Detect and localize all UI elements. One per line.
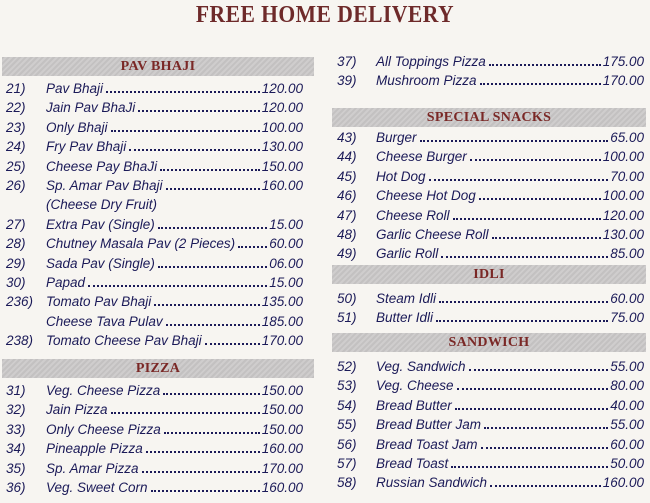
item-price: 175.00 xyxy=(602,54,644,69)
dot-leader xyxy=(166,324,260,326)
item-price: 120.00 xyxy=(261,81,303,96)
item-name: Extra Pav (Single) xyxy=(46,216,155,232)
item-name: Only Bhaji xyxy=(46,119,108,135)
item-name: Butter Idli xyxy=(376,310,434,326)
item-price: 130.00 xyxy=(261,139,303,155)
dot-leader xyxy=(205,343,260,345)
dot-leader xyxy=(88,285,267,287)
item-name: Jain Pav BhaJi xyxy=(46,100,136,116)
item-name: Pineapple Pizza xyxy=(46,441,143,457)
dot-leader xyxy=(111,412,260,414)
item-name: Cheese Burger xyxy=(376,149,467,165)
page-title: FREE HOME DELIVERY xyxy=(195,2,455,28)
item-price: 15.00 xyxy=(269,275,303,290)
menu-item xyxy=(0,254,316,273)
item-name: Tomato Cheese Pav Bhaji xyxy=(46,333,202,349)
dot-leader xyxy=(429,179,609,181)
item-number: 30) xyxy=(6,275,26,290)
item-price: 130.00 xyxy=(602,227,644,242)
menu-item xyxy=(0,215,316,234)
dot-leader xyxy=(469,369,609,371)
menu-item xyxy=(330,376,650,395)
menu-item xyxy=(330,52,650,71)
item-name: Sp. Amar Pizza xyxy=(46,460,139,476)
dot-leader xyxy=(457,388,609,390)
item-number: 54) xyxy=(337,397,357,413)
item-name: Bread Toast xyxy=(376,456,449,471)
menu-item xyxy=(0,234,316,253)
menu-item xyxy=(0,331,316,350)
dot-leader xyxy=(163,393,259,395)
item-number: 56) xyxy=(337,436,357,452)
item-number: 24) xyxy=(6,139,26,155)
item-price: 50.00 xyxy=(610,456,644,471)
item-number: 49) xyxy=(337,246,357,262)
dot-leader xyxy=(481,447,609,449)
item-name: Cheese Hot Dog xyxy=(376,188,476,204)
item-name: Veg. Cheese Pizza xyxy=(46,383,161,398)
menu-item xyxy=(0,79,316,98)
menu-item xyxy=(330,206,650,225)
menu-item xyxy=(0,195,316,214)
item-name: Jain Pizza xyxy=(46,402,108,418)
dot-leader xyxy=(111,130,260,132)
menu-item xyxy=(330,186,650,205)
menu-item xyxy=(330,147,650,166)
section-header-special-snacks: SPECIAL SNACKS xyxy=(332,108,646,127)
item-price: 100.00 xyxy=(602,149,644,165)
item-name: Sp. Amar Pav Bhaji xyxy=(46,178,163,193)
item-number: 236) xyxy=(6,294,34,310)
item-price: 160.00 xyxy=(261,178,303,193)
dot-leader xyxy=(455,408,608,410)
item-name: Bread Butter xyxy=(376,397,452,413)
item-number: 48) xyxy=(337,227,357,242)
item-price: 55.00 xyxy=(610,359,644,374)
item-price: 60.00 xyxy=(610,291,644,306)
item-price: 160.00 xyxy=(261,480,303,495)
item-price: 40.00 xyxy=(610,397,644,413)
item-number: 53) xyxy=(337,378,357,394)
dot-leader xyxy=(138,110,259,112)
dot-leader xyxy=(484,427,608,429)
item-name: Mushroom Pizza xyxy=(376,73,477,89)
item-name: Cheese Tava Pulav xyxy=(46,313,163,329)
item-price: 15.00 xyxy=(269,216,303,232)
item-name: Cheese Pay BhaJi xyxy=(46,158,158,174)
item-name: Bread Butter Jam xyxy=(376,417,482,433)
menu-item xyxy=(0,157,316,176)
item-price: 170.00 xyxy=(602,73,644,89)
dot-leader xyxy=(142,471,260,473)
menu-item xyxy=(330,244,650,263)
item-number: 33) xyxy=(6,421,26,437)
item-price: 120.00 xyxy=(602,207,644,223)
menu-item xyxy=(330,308,650,327)
menu-item xyxy=(0,137,316,156)
item-price: 55.00 xyxy=(610,417,644,433)
item-price: 75.00 xyxy=(610,310,644,326)
item-name: Tomato Pav Bhaji xyxy=(46,294,152,310)
dot-leader xyxy=(160,169,260,171)
item-price: 65.00 xyxy=(610,130,644,145)
item-number: 36) xyxy=(6,480,26,495)
menu-item xyxy=(330,128,650,147)
item-price: 135.00 xyxy=(261,294,303,310)
item-name: Steam Idli xyxy=(376,291,437,306)
item-name: Cheese Roll xyxy=(376,207,450,223)
item-number: 27) xyxy=(6,216,26,232)
item-number: 22) xyxy=(6,100,26,116)
item-number: 47) xyxy=(337,207,357,223)
dot-leader xyxy=(158,227,267,229)
item-price: 85.00 xyxy=(610,246,644,262)
menu-item xyxy=(330,435,650,454)
item-name: Sada Pav (Single) xyxy=(46,255,155,271)
dot-leader xyxy=(420,140,609,142)
dot-leader xyxy=(480,83,601,85)
item-price: 170.00 xyxy=(261,460,303,476)
item-price: 160.00 xyxy=(261,441,303,457)
item-number: 25) xyxy=(6,158,26,174)
item-name: Veg. Cheese xyxy=(376,378,454,394)
dot-leader xyxy=(470,159,601,161)
menu-item xyxy=(0,400,316,419)
section-header-pizza: PIZZA xyxy=(2,359,314,378)
dot-leader xyxy=(164,432,260,434)
item-number: 32) xyxy=(6,402,26,418)
item-price: 150.00 xyxy=(261,421,303,437)
menu-item xyxy=(330,71,650,90)
item-name: Pav Bhaji xyxy=(46,81,104,96)
item-name: (Cheese Dry Fruit) xyxy=(46,197,158,213)
item-number: 39) xyxy=(337,73,357,89)
dot-leader xyxy=(441,256,608,258)
menu-item xyxy=(0,381,316,400)
item-name: Fry Pav Bhaji xyxy=(46,139,127,155)
menu-item xyxy=(0,292,316,311)
item-number: 58) xyxy=(337,475,357,491)
item-number: 46) xyxy=(337,188,357,204)
menu-item xyxy=(0,273,316,292)
item-name: Garlic Cheese Roll xyxy=(376,227,489,242)
item-number: 45) xyxy=(337,168,357,184)
item-number: 43) xyxy=(337,130,357,145)
item-name: Burger xyxy=(376,130,417,145)
item-number: 23) xyxy=(6,119,26,135)
section-header-sandwich: SANDWICH xyxy=(332,333,646,352)
menu-item xyxy=(0,459,316,478)
dot-leader xyxy=(492,237,601,239)
item-name: Bread Toast Jam xyxy=(376,436,478,452)
item-number: 52) xyxy=(337,359,357,374)
item-number: 35) xyxy=(6,460,26,476)
dot-leader xyxy=(106,91,260,93)
item-price: 150.00 xyxy=(261,158,303,174)
item-number: 31) xyxy=(6,383,26,398)
item-price: 160.00 xyxy=(602,475,644,491)
item-price: 185.00 xyxy=(261,313,303,329)
item-price: 100.00 xyxy=(602,188,644,204)
item-number: 51) xyxy=(337,310,357,326)
menu-item xyxy=(0,420,316,439)
item-number: 44) xyxy=(337,149,357,165)
dot-leader xyxy=(479,198,601,200)
menu-item xyxy=(330,473,650,492)
menu-item xyxy=(330,289,650,308)
item-price: 100.00 xyxy=(261,119,303,135)
dot-leader xyxy=(158,266,267,268)
item-number: 55) xyxy=(337,417,357,433)
item-price: 60.00 xyxy=(269,236,303,252)
dot-leader xyxy=(453,218,601,220)
item-number: 21) xyxy=(6,81,26,96)
item-price: 120.00 xyxy=(261,100,303,116)
menu-item xyxy=(330,167,650,186)
item-name: Garlic Roll xyxy=(376,246,439,262)
menu-item xyxy=(0,98,316,117)
item-price: 70.00 xyxy=(610,168,644,184)
dot-leader xyxy=(154,304,259,306)
item-number: 34) xyxy=(6,441,26,457)
menu-item xyxy=(0,118,316,137)
dot-leader xyxy=(489,64,601,66)
dot-leader xyxy=(151,490,260,492)
item-number: 26) xyxy=(6,178,26,193)
dot-leader xyxy=(166,188,260,190)
menu-item xyxy=(0,478,316,497)
item-name: Veg. Sandwich xyxy=(376,359,466,374)
dot-leader xyxy=(490,485,601,487)
dot-leader xyxy=(439,301,608,303)
menu-item xyxy=(330,454,650,473)
item-name: Only Cheese Pizza xyxy=(46,421,161,437)
menu-item xyxy=(0,439,316,458)
item-number: 37) xyxy=(337,54,357,69)
dot-leader xyxy=(129,149,259,151)
menu-item xyxy=(0,312,316,331)
dot-leader xyxy=(238,246,267,248)
item-price: 60.00 xyxy=(610,436,644,452)
item-name: Russian Sandwich xyxy=(376,475,488,491)
menu-item xyxy=(330,396,650,415)
item-number: 57) xyxy=(337,456,357,471)
dot-leader xyxy=(436,320,608,322)
item-price: 06.00 xyxy=(269,255,303,271)
item-name: Chutney Masala Pav (2 Pieces) xyxy=(46,236,236,252)
item-number: 238) xyxy=(6,333,34,349)
item-name: All Toppings Pizza xyxy=(376,54,486,69)
section-header-pav-bhaji: PAV BHAJI xyxy=(2,57,314,76)
item-name: Veg. Sweet Corn xyxy=(46,480,148,495)
section-header-idli: IDLI xyxy=(332,265,646,284)
menu-item xyxy=(330,357,650,376)
menu-item xyxy=(330,225,650,244)
item-price: 170.00 xyxy=(261,333,303,349)
item-number: 28) xyxy=(6,236,26,252)
dot-leader xyxy=(451,466,608,468)
dot-leader xyxy=(146,451,260,453)
item-name: Hot Dog xyxy=(376,168,426,184)
item-name: Papad xyxy=(46,275,86,290)
item-price: 150.00 xyxy=(261,402,303,418)
menu-item xyxy=(0,176,316,195)
item-price: 150.00 xyxy=(261,383,303,398)
item-price: 80.00 xyxy=(610,378,644,394)
menu-item xyxy=(330,415,650,434)
item-number: 29) xyxy=(6,255,26,271)
item-number: 50) xyxy=(337,291,357,306)
